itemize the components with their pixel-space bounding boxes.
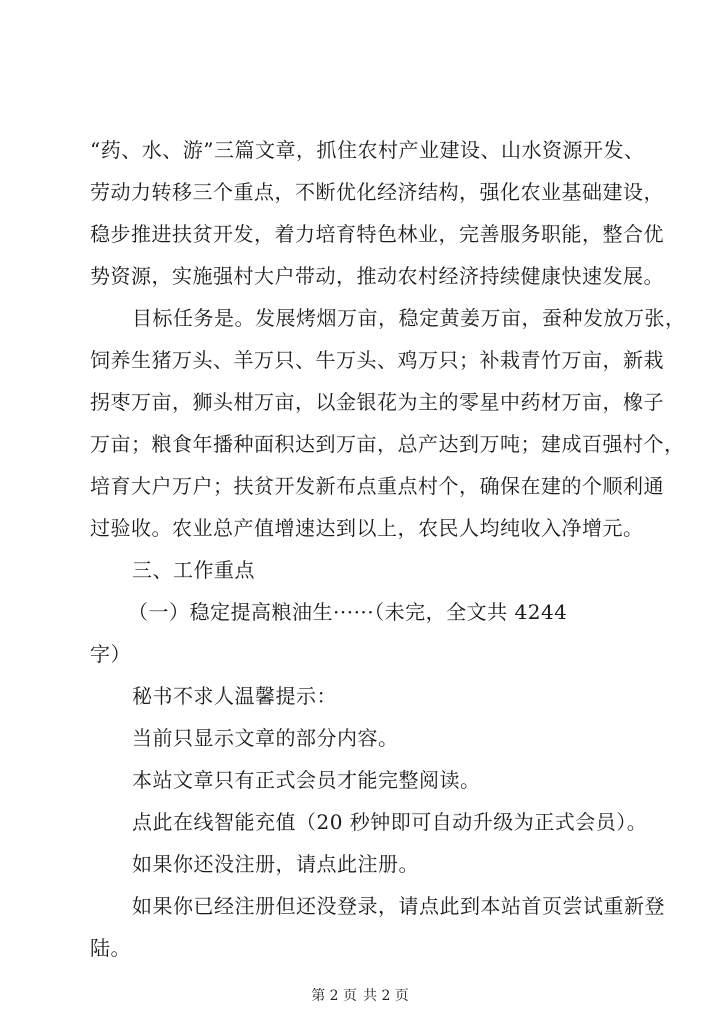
notice-members-only: 本站文章只有正式会员才能完整阅读。 [132,768,481,792]
login-link-continued[interactable]: 陆。 [90,936,131,960]
text-line: “药、水、游”三篇文章，抓住农村产业建设、山水资源开发、 [90,138,645,162]
page-number: 第 2 页 [311,988,357,1004]
text-line: 培育大户万户；扶贫开发新布点重点村个，确保在建的个顺利通 [90,474,664,498]
text-line: 过验收。农业总产值增速达到以上，农民人均纯收入净增元。 [90,516,644,540]
register-link[interactable]: 如果你还没注册，请点此注册。 [132,852,419,876]
recharge-link[interactable]: 点此在线智能充值（20 秒钟即可自动升级为正式会员）。 [132,810,648,834]
section-heading: 三、工作重点 [132,558,255,582]
text-line: 万亩；粮食年播种面积达到万亩，总产达到万吨；建成百强村个， [90,432,685,456]
text-line: 稳步推进扶贫开发，着力培育特色林业，完善服务职能，整合优 [90,222,664,246]
text-line: 劳动力转移三个重点，不断优化经济结构，强化农业基础建设， [90,180,664,204]
login-link[interactable]: 如果你已经注册但还没登录，请点此到本站首页尝试重新登 [132,894,665,918]
page-total: 共 2 页 [363,988,409,1004]
text-line: 字） [90,642,131,666]
text-line: 目标任务是。发展烤烟万亩，稳定黄姜万亩，蚕种发放万张， [132,306,686,330]
page-footer [0,986,720,1006]
notice-partial-content: 当前只显示文章的部分内容。 [132,726,399,750]
text-line: （一）稳定提高粮油生······（未完，全文共 4244 [128,600,568,624]
text-line: 拐枣万亩，狮头柑万亩，以金银花为主的零星中药材万亩，橡子 [90,390,664,414]
text-line: 势资源，实施强村大户带动，推动农村经济持续健康快速发展。 [90,264,664,288]
text-line: 饲养生猪万头、羊万只、牛万头、鸡万只；补栽青竹万亩，新栽 [90,348,664,372]
notice-title: 秘书不求人温馨提示： [132,684,337,708]
